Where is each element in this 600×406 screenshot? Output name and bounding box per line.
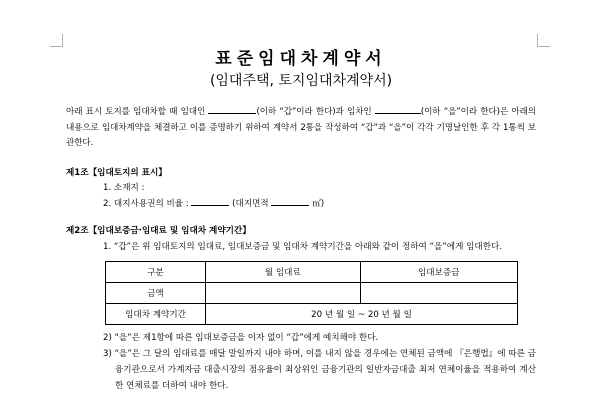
article-2-heading: 제2조【임대보증금·임대료 및 임대차 계약기간】 — [66, 225, 251, 236]
article-2-item-1: 1. “갑”은 위 임대토지의 임대료, 임대보증금 및 임대차 계약기간을 아래와 같이 정하여 “을”에게 임대한다. — [103, 241, 503, 252]
table-row — [106, 282, 518, 303]
table-header-monthly-rent: 월 임대료 — [206, 261, 360, 282]
intro-text-3: (이하 “을”이라 한다)은 아래의 내용으로 임대차계약을 체결하고 이를 증명하기 위하여 계약서 2통을 작성하여 “갑”과 “을”이 각각 기명날인한 후 각 1통씩 보관한다. — [66, 107, 536, 148]
table-period-value: 20 년 월 일 ~ 20 년 월 일 — [206, 303, 518, 324]
land-area-unit: ㎡) — [309, 198, 325, 209]
article-2-item-3: 3) “을”은 그 달의 임대료를 매달 말일까지 내야 하며, 이를 내지 않을 경우에는 연체된 금액에 『은행법』에 따른 금융기관으로서 가계자금 대출시장의 점유율이 최상위인 금융기관의 일반자금대출 최저 연체이율을 적용하여 계산한 연체료를 더하여 내야 한다. — [103, 348, 536, 391]
table-header-deposit: 임대보증금 — [360, 261, 517, 282]
land-area-blank — [271, 196, 309, 206]
crop-mark-top-left — [50, 34, 63, 47]
land-ratio-label: 2. 대지사용권의 비율 : — [103, 198, 192, 209]
intro-paragraph — [66, 104, 536, 152]
table-period-label: 임대차 계약기간 — [106, 303, 206, 324]
land-ratio-blank — [191, 196, 229, 206]
table-amount-label: 금액 — [106, 282, 206, 303]
table-row — [106, 303, 518, 324]
table-header-category: 구분 — [106, 261, 206, 282]
article-2-item-2: 2) “을”은 제1항에 따른 임대보증금을 이자 없이 “갑”에게 예치해야 한다. — [103, 332, 379, 343]
document-title: 표준임대차계약서 — [215, 49, 387, 69]
intro-text-1: 아래 표시 토지를 임대차할 때 임대인 — [66, 107, 209, 117]
table-row — [106, 261, 518, 282]
table-monthly-rent-cell — [206, 282, 360, 303]
intro-text-2: (이하 “갑”이라 한다)과 임차인 — [256, 107, 375, 117]
article-1-item-2 — [103, 196, 536, 212]
lessee-blank — [375, 104, 421, 114]
article-1-heading: 제1조【임대토지의 표시】 — [66, 167, 167, 178]
deposit-table — [105, 261, 518, 325]
article-1-item-1: 1. 소재지 : — [103, 182, 145, 193]
document-page — [66, 38, 536, 394]
land-area-label: (대지면적 — [229, 198, 272, 209]
lessor-blank — [208, 104, 256, 114]
document-subtitle: (임대주택, 토지임대차계약서) — [209, 73, 393, 89]
crop-mark-top-right — [537, 34, 550, 47]
table-deposit-cell — [360, 282, 517, 303]
